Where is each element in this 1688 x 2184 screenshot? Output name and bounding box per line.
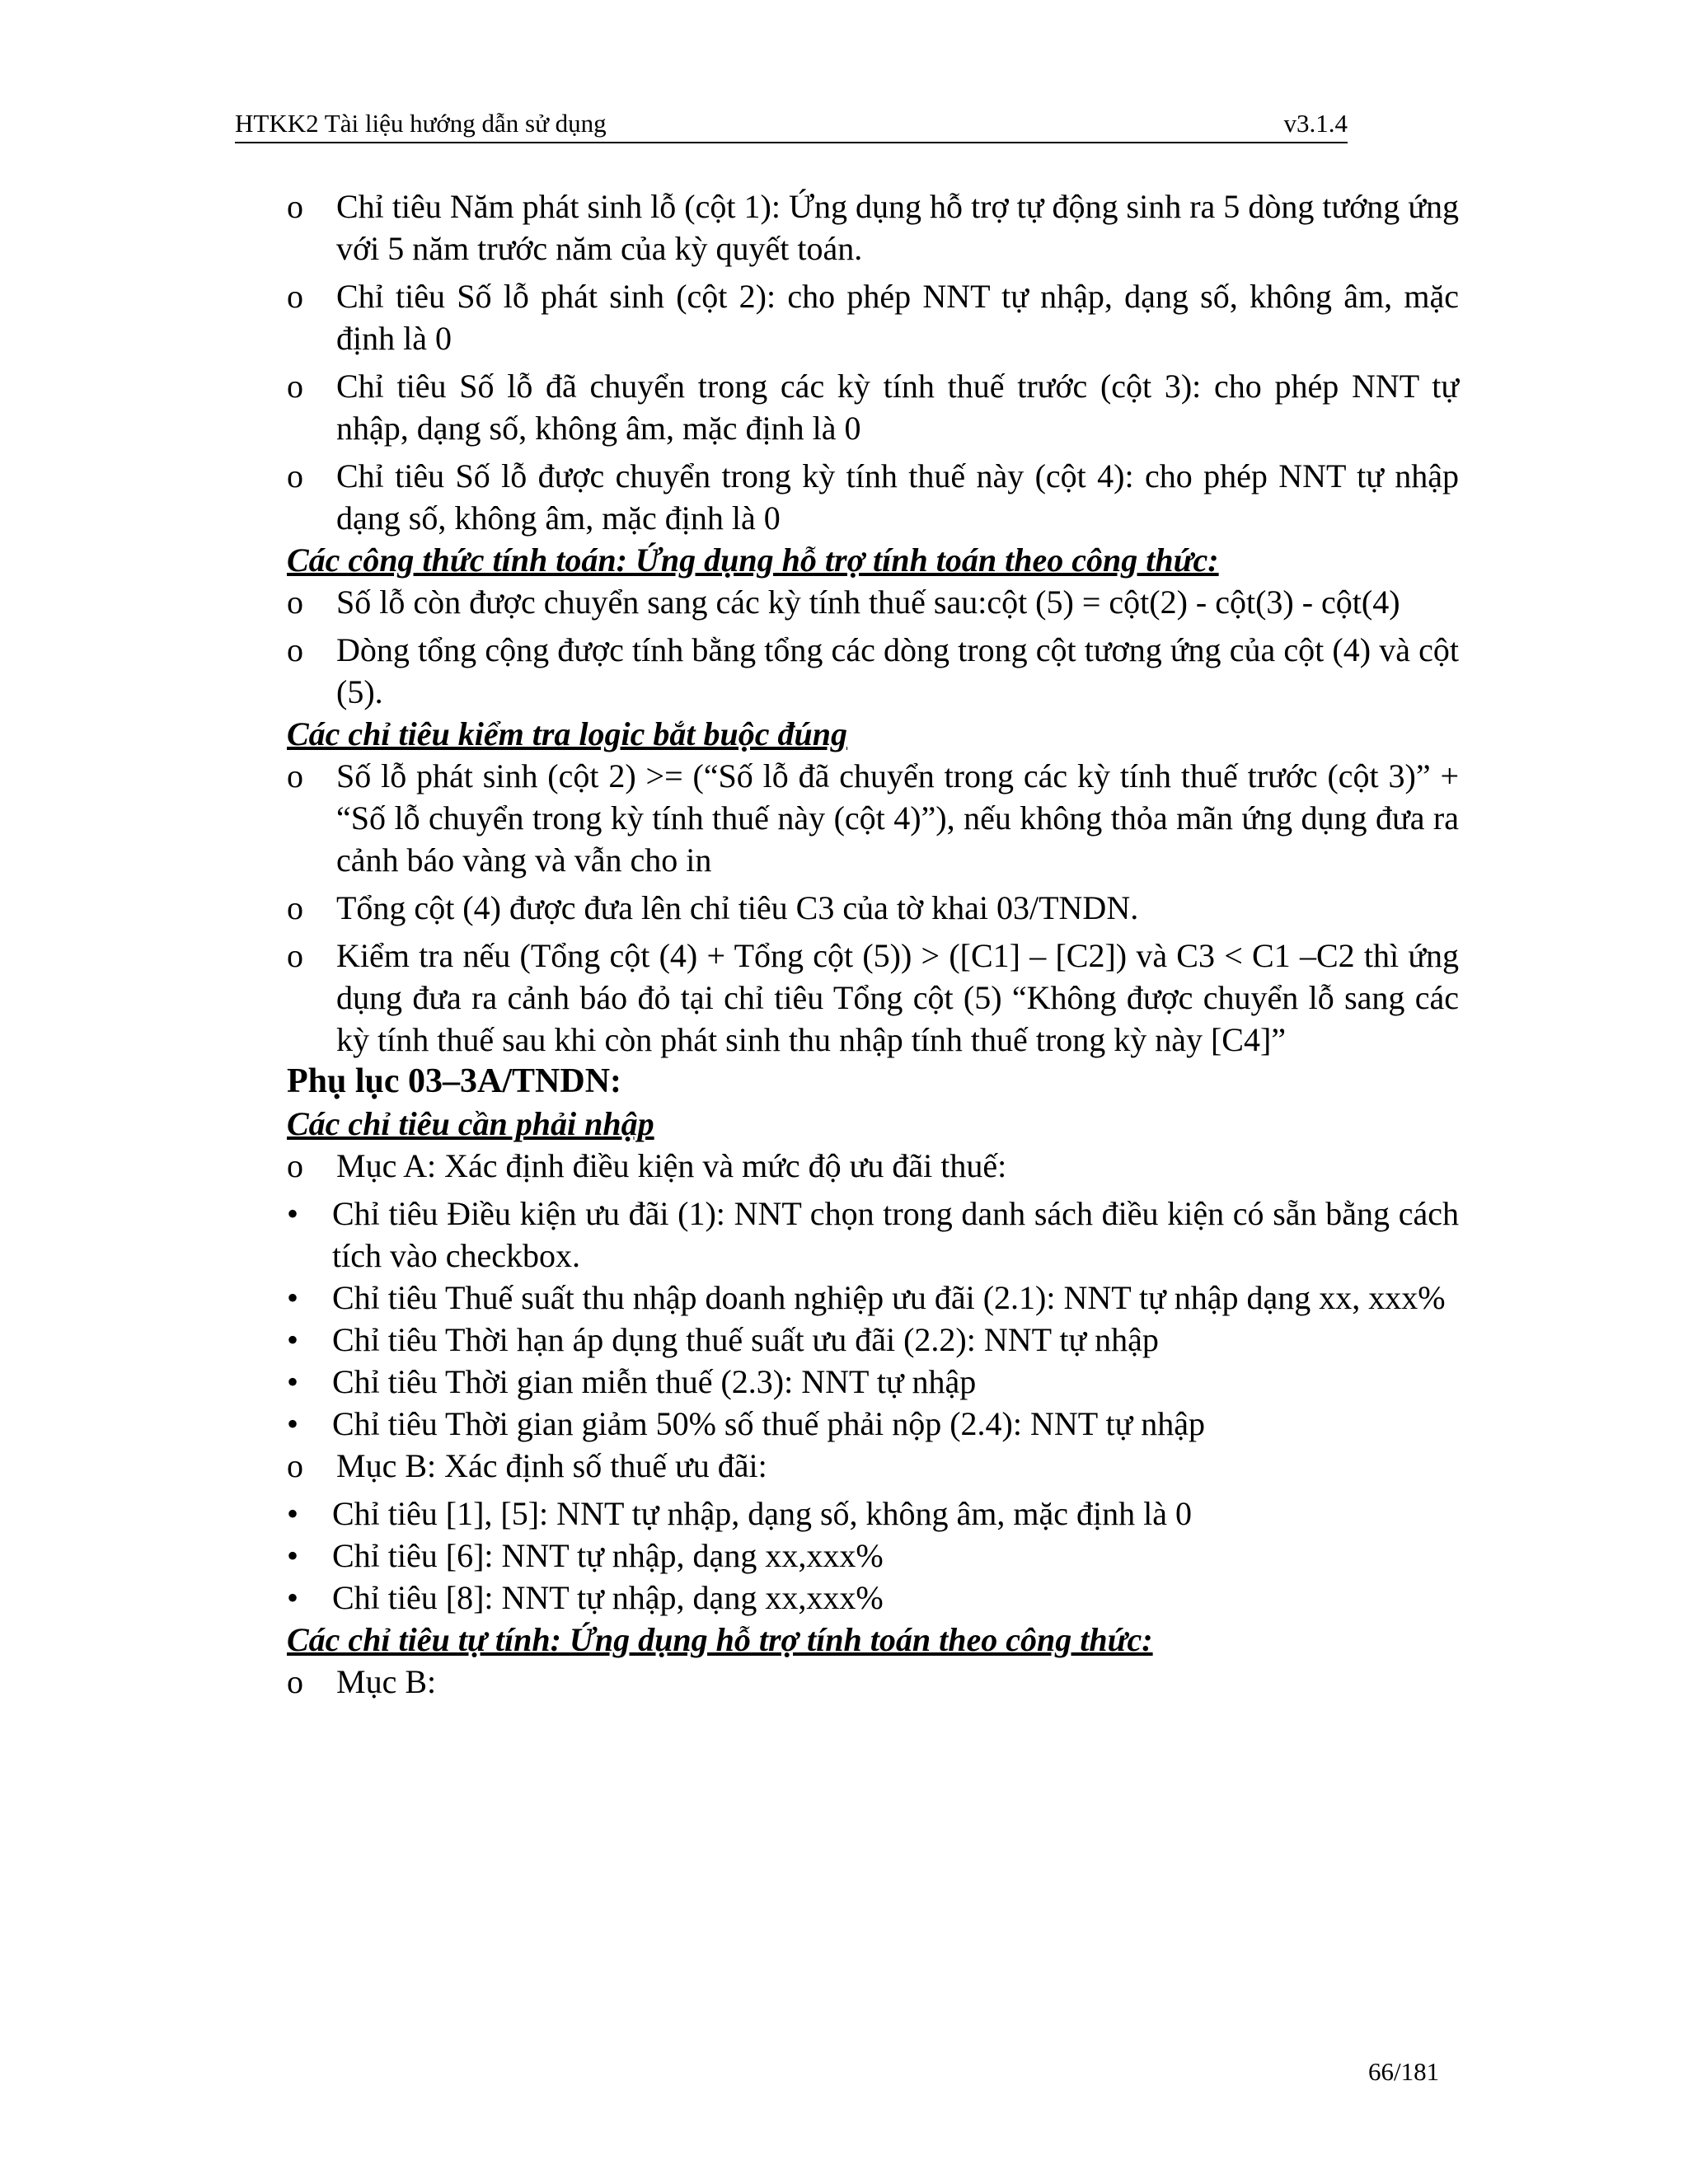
dot-bullet-icon: • <box>287 1537 299 1574</box>
circle-bullet-icon: o <box>287 457 303 494</box>
list-item-text: Chỉ tiêu Năm phát sinh lỗ (cột 1): Ứng dụng hỗ trợ tự động sinh ra 5 dòng tướng ứng với 5 năm trước năm của kỳ quyết toán. <box>336 188 1459 267</box>
dot-bullet-icon: • <box>287 1363 299 1400</box>
list-item <box>287 629 1459 713</box>
list-item-text: Chỉ tiêu Số lỗ đã chuyển trong các kỳ tính thuế trước (cột 3): cho phép NNT tự nhập, dạng số, không âm, mặc định là 0 <box>336 368 1459 447</box>
list-item-text: Mục B: <box>336 1663 437 1700</box>
list-item <box>287 275 1459 359</box>
sub-list-item <box>287 1493 1459 1535</box>
sub-list-item-text: Chỉ tiêu Thời hạn áp dụng thuế suất ưu đãi (2.2): NNT tự nhập <box>332 1321 1159 1358</box>
circle-bullet-icon: o <box>287 889 303 926</box>
sub-list-item-text: Chỉ tiêu Thời gian miễn thuế (2.3): NNT tự nhập <box>332 1363 977 1400</box>
circle-bullet-icon: o <box>287 937 303 974</box>
circle-bullet-icon: o <box>287 1147 303 1184</box>
list-item-text: Số lỗ phát sinh (cột 2) >= (“Số lỗ đã chuyển trong các kỳ tính thuế trước (cột 3)” + “Số lỗ chuyển trong kỳ tính thuế này (cột 4)”), nếu không thỏa mãn ứng dụng đưa ra cảnh báo vàng và vẫn cho in <box>336 757 1459 879</box>
dot-bullet-icon: • <box>287 1579 299 1616</box>
circle-bullet-icon: o <box>287 583 303 621</box>
appendix-title: Phụ lục 03–3A/TNDN: <box>287 1062 622 1100</box>
list-item-text: Mục B: Xác định số thuế ưu đãi: <box>336 1447 767 1484</box>
list-item <box>287 1145 1459 1187</box>
dot-bullet-icon: • <box>287 1279 299 1316</box>
section-heading-auto-calc: Các chỉ tiêu tự tính: Ứng dụng hỗ trợ tính toán theo công thức: <box>287 1621 1153 1658</box>
sub-list-item <box>287 1319 1459 1361</box>
sub-list-item-text: Chỉ tiêu Thời gian giảm 50% số thuế phải nộp (2.4): NNT tự nhập <box>332 1405 1206 1442</box>
section-heading-formulas: Các công thức tính toán: Ứng dụng hỗ trợ tính toán theo công thức: <box>287 541 1219 579</box>
list-item <box>287 185 1459 269</box>
header-title: HTKK2 Tài liệu hướng dẫn sử dụng <box>235 109 607 138</box>
sub-list-item <box>287 1535 1459 1577</box>
sub-list-item <box>287 1361 1459 1403</box>
header-version: v3.1.4 <box>1283 109 1348 138</box>
circle-bullet-icon: o <box>287 1447 303 1484</box>
document-body <box>287 185 1459 1703</box>
sub-list-item <box>287 1403 1459 1445</box>
list-item <box>287 1661 1459 1703</box>
list-item <box>287 755 1459 881</box>
list-item-text: Chỉ tiêu Số lỗ phát sinh (cột 2): cho phép NNT tự nhập, dạng số, không âm, mặc định là 0 <box>336 278 1459 357</box>
circle-bullet-icon: o <box>287 368 303 405</box>
page-header <box>235 105 1348 143</box>
sub-list-item-text: Chỉ tiêu Thuế suất thu nhập doanh nghiệp ưu đãi (2.1): NNT tự nhập dạng xx, xxx% <box>332 1279 1446 1316</box>
list-item <box>287 1445 1459 1487</box>
sub-list-item-text: Chỉ tiêu Điều kiện ưu đãi (1): NNT chọn trong danh sách điều kiện có sẵn bằng cách tích vào checkbox. <box>332 1195 1459 1274</box>
circle-bullet-icon: o <box>287 631 303 668</box>
sub-list-item-text: Chỉ tiêu [8]: NNT tự nhập, dạng xx,xxx% <box>332 1579 884 1616</box>
circle-bullet-icon: o <box>287 188 303 225</box>
list-item-text: Mục A: Xác định điều kiện và mức độ ưu đãi thuế: <box>336 1147 1007 1184</box>
list-item-text: Chỉ tiêu Số lỗ được chuyển trong kỳ tính thuế này (cột 4): cho phép NNT tự nhập dạng số, không âm, mặc định là 0 <box>336 457 1459 537</box>
sub-list-item-text: Chỉ tiêu [1], [5]: NNT tự nhập, dạng số, không âm, mặc định là 0 <box>332 1495 1192 1532</box>
page-number: 66/181 <box>1368 2057 1440 2086</box>
section-heading-logic-checks: Các chỉ tiêu kiểm tra logic bắt buộc đúng <box>287 715 848 752</box>
list-item <box>287 887 1459 929</box>
list-item <box>287 455 1459 539</box>
circle-bullet-icon: o <box>287 757 303 794</box>
section-heading-required-inputs: Các chỉ tiêu cần phải nhập <box>287 1105 654 1142</box>
sub-list-item <box>287 1193 1459 1277</box>
dot-bullet-icon: • <box>287 1405 299 1442</box>
list-item <box>287 365 1459 449</box>
list-item-text: Dòng tổng cộng được tính bằng tổng các dòng trong cột tương ứng của cột (4) và cột (5). <box>336 631 1459 710</box>
dot-bullet-icon: • <box>287 1195 299 1232</box>
list-item-text: Tổng cột (4) được đưa lên chỉ tiêu C3 của tờ khai 03/TNDN. <box>336 889 1139 926</box>
list-item <box>287 581 1459 623</box>
sub-list-item <box>287 1577 1459 1619</box>
circle-bullet-icon: o <box>287 1663 303 1700</box>
circle-bullet-icon: o <box>287 278 303 315</box>
list-item-text: Số lỗ còn được chuyển sang các kỳ tính thuế sau:cột (5) = cột(2) - cột(3) - cột(4) <box>336 583 1400 621</box>
list-item <box>287 935 1459 1061</box>
sub-list-item-text: Chỉ tiêu [6]: NNT tự nhập, dạng xx,xxx% <box>332 1537 884 1574</box>
sub-list-item <box>287 1277 1459 1319</box>
dot-bullet-icon: • <box>287 1495 299 1532</box>
dot-bullet-icon: • <box>287 1321 299 1358</box>
list-item-text: Kiểm tra nếu (Tổng cột (4) + Tổng cột (5)) > ([C1] – [C2]) và C3 < C1 –C2 thì ứng dụng đưa ra cảnh báo đỏ tại chỉ tiêu Tổng cột (5) “Không được chuyển lỗ sang các kỳ tính thuế sau khi còn phát sinh thu nhập tính thuế trong kỳ này [C4]” <box>336 937 1459 1058</box>
